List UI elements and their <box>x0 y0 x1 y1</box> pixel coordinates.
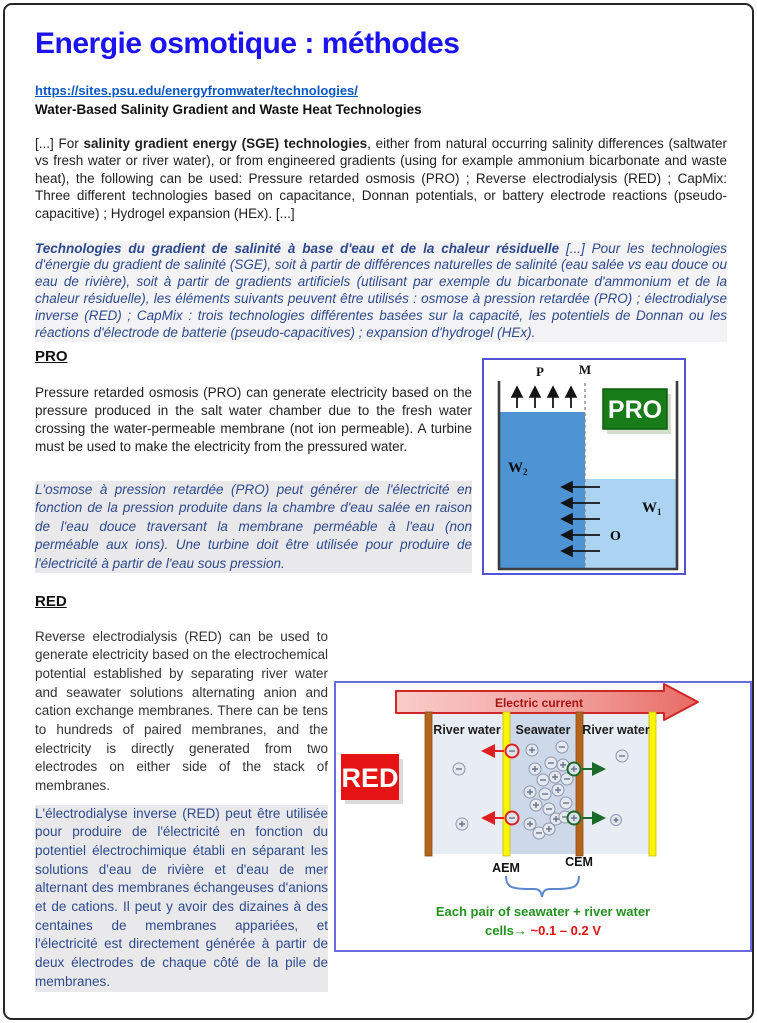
red-paragraph-fr: L'électrodialyse inverse (RED) peut être utilisée pour produire de l'électricité en fonction du potentiel électrochimique établi en séparant les solutions d'eau de rivière et d'eau de mer alternant des membranes échangeuses d'anions et de cations. Il peut y avoir des dizaines à des centaines de membranes appariées, et l'électricité est directement générée à partir de deux électrodes de chaque côté de la pile de membranes. <box>35 805 328 992</box>
page-border <box>3 3 754 1020</box>
red-diagram <box>336 683 750 950</box>
pressure-label: P <box>536 364 544 379</box>
intro-en-rest: , either from natural occurring salinity differences (saltwater vs fresh water or river water), or from engineered gradients (using for example ammonium bicarbonate and waste heat), the following can be used: Pressure retarded osmosis (PRO) ; Reverse electrodialysis (RED) ; CapMix: Three different technologies based on capacitance, Donnan potentials, or battery electrode reactions (pseudo-capacitive) ; Hydrogel expansion (HEx). [...] <box>35 135 727 221</box>
right-electrode-bar <box>649 712 656 856</box>
w1-label: $W_1$ <box>642 500 662 517</box>
chamber-left-label: River water <box>433 723 501 737</box>
pressure-arrows <box>517 387 571 408</box>
fresh-water-chamber <box>585 479 677 569</box>
page-title: Energie osmotique : méthodes <box>35 27 460 60</box>
electric-current-label: Electric current <box>494 696 584 710</box>
aem-membrane-bar <box>503 712 510 856</box>
osmosis-label: O <box>610 529 621 544</box>
intro-fr-bold: Technologies du gradient de salinité à base d'eau et de la chaleur résiduelle <box>35 240 560 256</box>
pro-diagram-figure <box>482 358 686 575</box>
red-section-heading: RED <box>35 593 67 610</box>
chamber-mid-label: Seawater <box>515 723 571 737</box>
left-electrode-bar <box>425 712 432 856</box>
red-paragraph-en: Reverse electrodialysis (RED) can be used to generate electricity based on the electrochemical potential established by separating river water and seawater solutions alternating anion and cation exchange membranes. There can be tens to hundreds of paired membranes, and the electricity is directly generated from two electrodes on either side of the stack of membranes. <box>35 628 328 794</box>
cem-label: CEM <box>565 855 593 869</box>
cell-pair-caption: Each pair of seawater + river water <box>435 904 651 919</box>
red-badge-label: RED <box>341 763 399 793</box>
pro-paragraph-fr: L'osmose à pression retardée (PRO) peut générer de l'électricité en fonction de la pression produite dans la chambre d'eau salée en raison de l'eau douce traversant la membrane perméable à l'eau (non perméable aux ions). Une turbine doit être utilisée pour produire de l'électricité à partir de l'eau sous pression. <box>35 481 472 574</box>
pro-badge-label: PRO <box>607 396 663 424</box>
aem-label: AEM <box>492 861 520 875</box>
pro-paragraph-en: Pressure retarded osmosis (PRO) can generate electricity based on the pressure produced in the salt water chamber due to the fresh water crossing the water-permeable membrane (not ion permeable). A turbine must be used to make the electricity from the pressured water. <box>35 384 472 454</box>
red-diagram-figure <box>334 681 752 952</box>
intro-paragraph-fr <box>35 241 727 342</box>
intro-fr-rest: [...] Pour les technologies d'énergie du gradient de salinité (SGE), soit à partir de différences naturelles de salinité (eau salée vs eau douce ou eau de rivière), soit à partir de gradients artificiels (utilisant par exemple du bicarbonate d'ammonium et de la chaleur résiduelle), les éléments suivants peuvent être utilisés : osmose à pression retardée (PRO) ; électrodialyse inverse (RED) ; CapMix : trois technologies différentes basées sur la capacité, les potentiels de Donnan ou les réactions d'électrode de batterie (pseudo-capacitives) ; expansion d'hydrogel (HEx). <box>35 240 728 341</box>
intro-en-bold: salinity gradient energy (SGE) technologies <box>83 135 368 151</box>
membrane-label: M <box>578 362 592 377</box>
cell-voltage-caption: cells→ ~0.1 – 0.2 V <box>484 923 602 938</box>
intro-en-pre: [...] For <box>35 135 84 151</box>
article-subtitle: Water-Based Salinity Gradient and Waste Heat Technologies <box>35 102 422 117</box>
pro-diagram <box>484 360 684 573</box>
chamber-right-label: River water <box>582 723 650 737</box>
cell-pair-brace <box>506 876 579 897</box>
pro-section-heading: PRO <box>35 348 68 365</box>
intro-paragraph-en <box>35 135 727 223</box>
source-link[interactable]: https://sites.psu.edu/energyfromwater/technologies/ <box>35 83 358 98</box>
w2-label: $W_2$ <box>508 460 528 477</box>
salt-water-chamber <box>499 412 585 569</box>
